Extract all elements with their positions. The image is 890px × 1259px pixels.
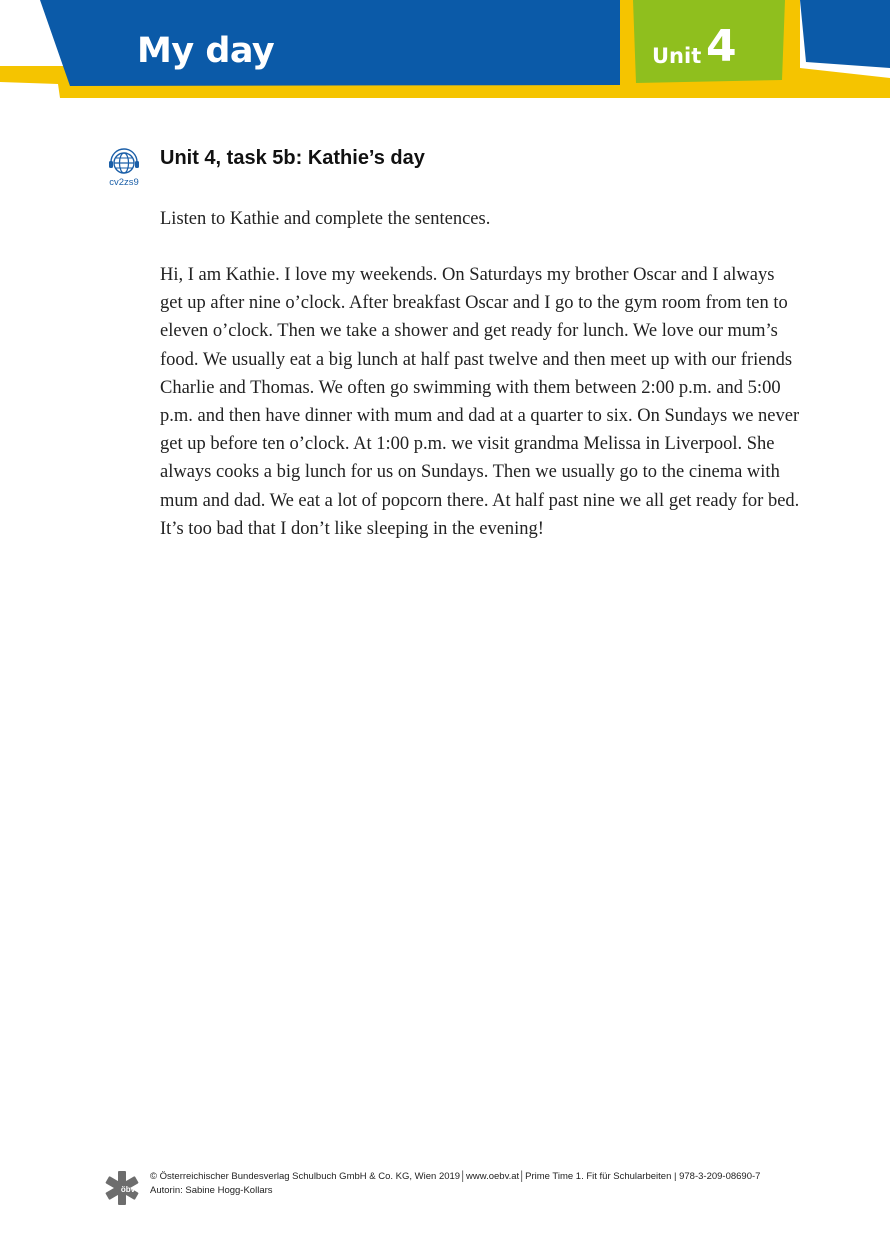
- globe-audio-icon[interactable]: [108, 148, 140, 178]
- reading-passage: Hi, I am Kathie. I love my weekends. On Saturdays my brother Oscar and I always get up after nine o’clock. After breakfast Oscar and I go to the gym room from ten to eleven o’clock. Then we take a shower and get ready for lunch. We love our mum’s food. We usually eat a big lunch at half past twelve and then meet up with our friends Charlie and Thomas. We often go swimming with them between 2:00 p.m. and 5:00 p.m. and then have dinner with mum and dad at a quarter to six. On Sundays we never get up before ten o’clock. At 1:00 p.m. we visit grandma Melissa in Liverpool. She always cooks a big lunch for us on Sundays. Then we usually go to the cinema with mum and dad. We eat a lot of popcorn there. At half past nine we all get ready for bed. It’s too bad that I don’t like sleeping in the evening!: [160, 265, 800, 539]
- web-code[interactable]: cv2zs9: [109, 177, 139, 188]
- unit-label: Unit: [652, 44, 702, 68]
- task-instruction: Listen to Kathie and complete the sentences.: [160, 209, 491, 229]
- page-header: [0, 0, 890, 110]
- footer-copyright: © Österreichischer Bundesverlag Schulbuch GmbH & Co. KG, Wien 2019│www.oebv.at│Prime Time 1. Fit für Schularbeiten | 978-3-209-08690-7: [150, 1171, 761, 1182]
- footer-text: [150, 1170, 760, 1198]
- task-title: Unit 4, task 5b: Kathie’s day: [160, 147, 425, 169]
- publisher-logo-text: öbv: [120, 1185, 136, 1194]
- header-banner: [0, 0, 890, 110]
- unit-number: 4: [706, 21, 737, 72]
- page-title: My day: [137, 31, 275, 71]
- publisher-logo-icon: [104, 1170, 140, 1206]
- footer-author: Autorin: Sabine Hogg-Kollars: [150, 1185, 273, 1196]
